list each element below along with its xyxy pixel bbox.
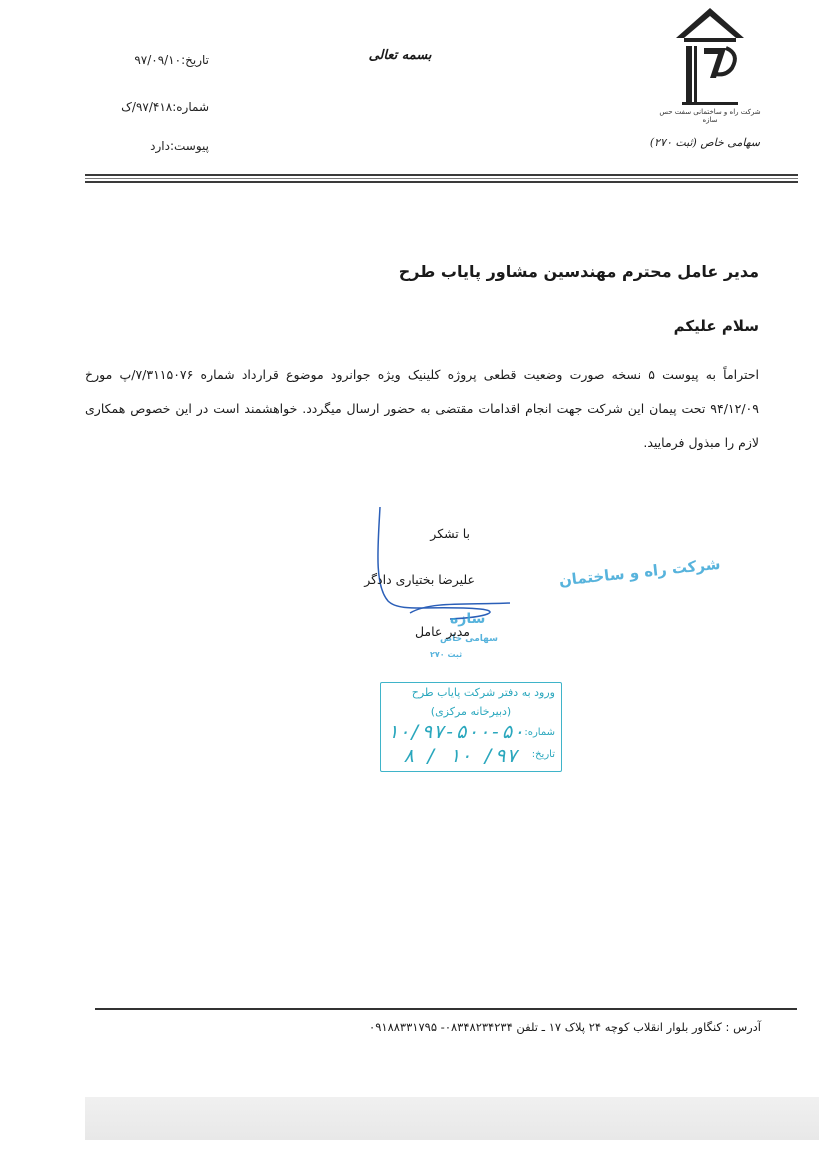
closing: با تشکر — [430, 526, 470, 541]
letter-number — [59, 100, 209, 114]
received-number-value: ۱۰/۹۷-۵۰۰-۵۰ — [387, 721, 525, 743]
number-label: شماره: — [172, 100, 209, 114]
letter-attachment — [59, 139, 209, 153]
date-value: ۹۷/۰۹/۱۰ — [134, 53, 182, 67]
salutation: سلام علیکم — [673, 317, 759, 335]
received-stamp — [380, 682, 562, 772]
scan-edge-shadow — [85, 1097, 819, 1140]
letter-body: احتراماً به پیوست ۵ نسخه صورت وضعیت قطعی پروژه کلینیک ویژه جوانرود موضوع قرارداد شماره ۷/۳۱۱۵۰۷۶/پ مورخ ۹۴/۱۲/۰۹ تحت پیمان این شرکت جهت انجام اقدامات مقتضی به حضور ارسال میگردد. خواهشمند است در این خصوص همکاری لازم را مبذول فرمایید. — [85, 367, 759, 450]
company-caption: شرکت راه و ساختمانی سفت حس سازه — [659, 108, 761, 124]
received-date-value: ۹۷/ ۱۰ / ۸ — [403, 745, 518, 767]
received-stamp-subtitle: (دبیرخانه مرکزی) — [430, 705, 512, 718]
recipient: مدیر عامل محترم مهندسین مشاور پایاب طرح — [398, 262, 759, 281]
svg-text:ثبت ۲۷۰: ثبت ۲۷۰ — [430, 650, 463, 659]
company-address: آدرس : کنگاور بلوار انقلاب کوچه ۲۴ پلاک ۱۷ ـ تلفن ۰۸۳۴۸۲۳۴۲۳۴- ۰۹۱۸۸۳۳۱۷۹۵ — [369, 1020, 761, 1034]
attachment-label: پیوست: — [169, 139, 209, 153]
basmala: بسمه تعالی — [368, 48, 432, 63]
svg-text:شرکت راه و ساختمان: شرکت راه و ساختمان — [558, 554, 722, 590]
header-divider-thin — [85, 178, 798, 179]
svg-text:سهامی خاص: سهامی خاص — [440, 634, 498, 644]
company-seal — [370, 554, 722, 675]
received-date-label: تاریخ: — [531, 749, 555, 760]
date-label: تاریخ: — [181, 53, 209, 67]
footer-divider — [95, 1008, 797, 1010]
company-registration: سهامی خاص (ثبت ۲۷۰) — [649, 136, 760, 149]
svg-text:سازه: سازه — [450, 611, 486, 627]
signer-name: علیرضا بختیاری دادگر — [364, 572, 475, 587]
signer-title: مدیر عامل — [414, 624, 470, 639]
letter-date — [59, 53, 209, 67]
received-number-label: شماره: — [524, 727, 555, 738]
number-value: ۹۷/۴۱۸/ک — [121, 100, 173, 114]
header-divider-bottom — [85, 181, 798, 183]
received-stamp-title: ورود به دفتر شرکت پایاب طرح — [411, 686, 555, 699]
header-divider — [85, 174, 798, 176]
company-logo — [670, 6, 750, 121]
attachment-value: دارد — [150, 139, 170, 153]
